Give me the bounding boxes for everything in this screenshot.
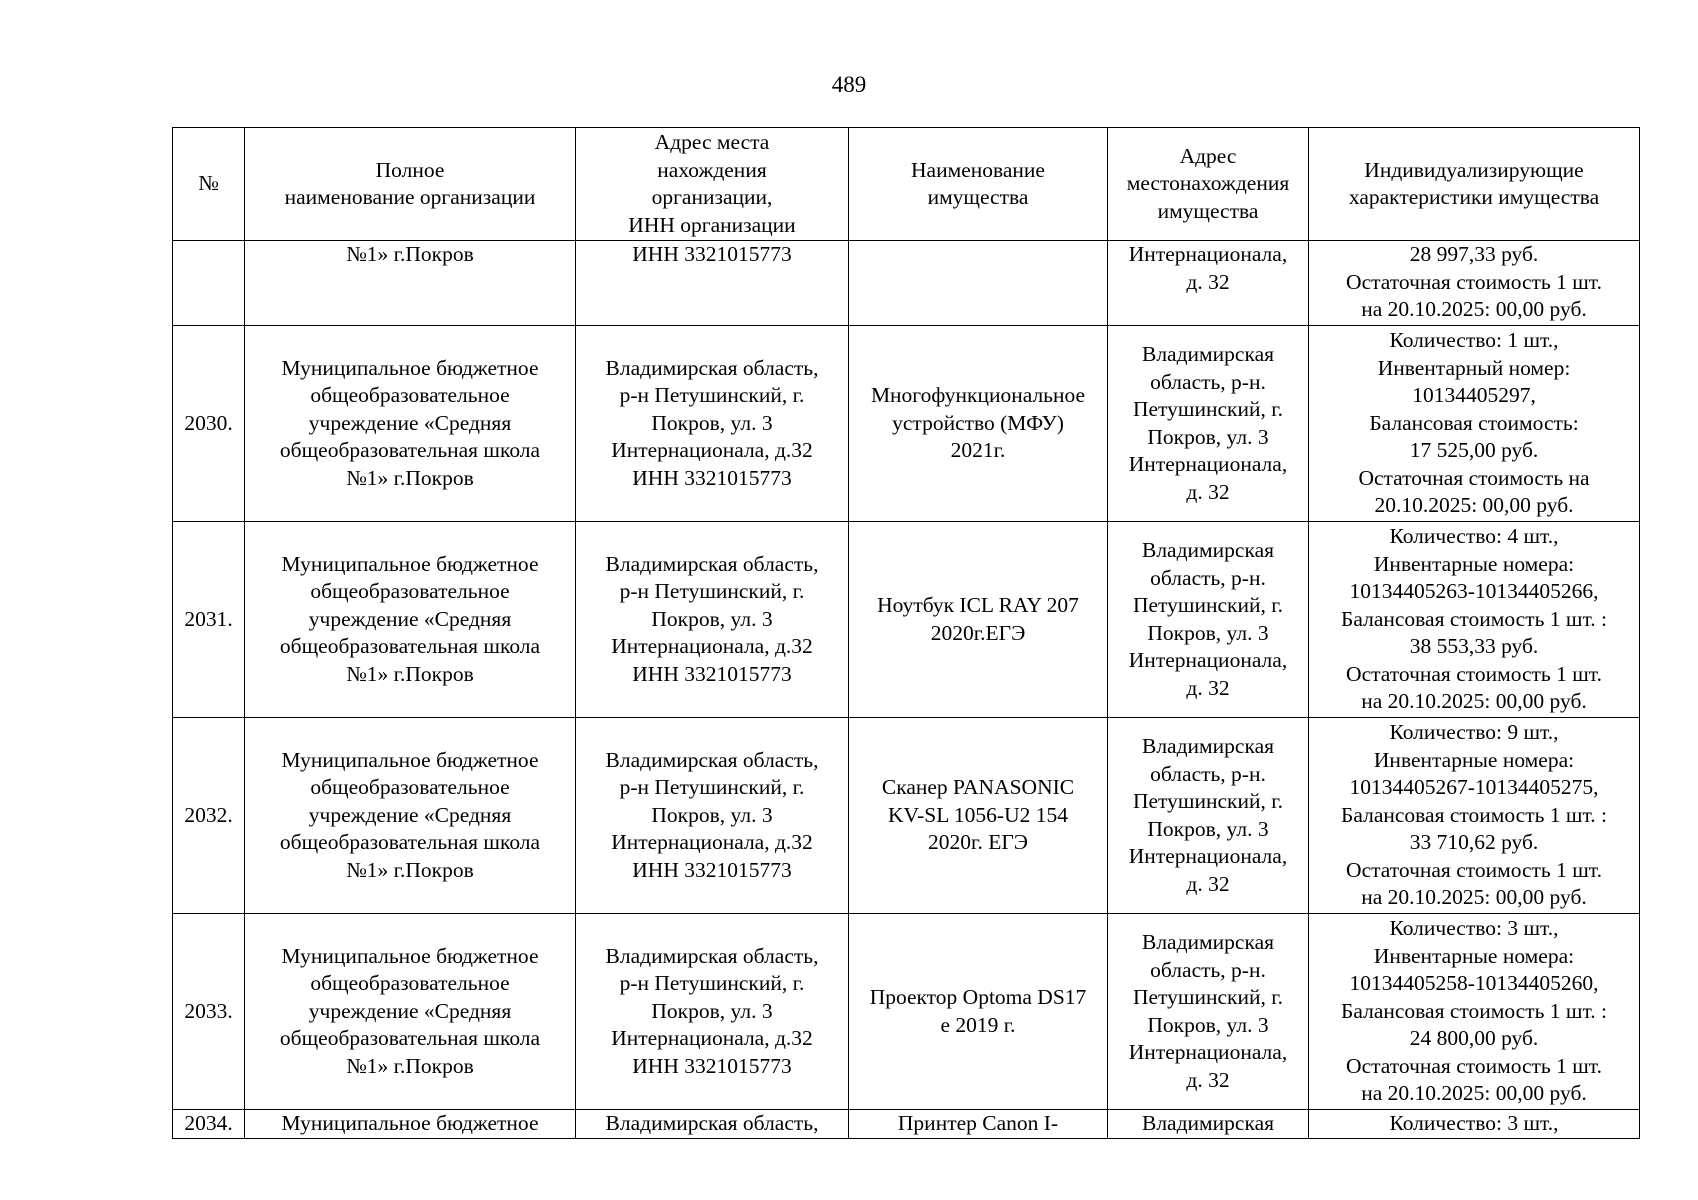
row-number: 2030. <box>173 326 245 522</box>
characteristics-cell: 28 997,33 руб. Остаточная стоимость 1 шт. на 20.10.2025: 00,00 руб. <box>1309 241 1640 326</box>
header-characteristics: Индивидуализирующие характеристики имущества <box>1309 128 1640 241</box>
characteristics-cell: Количество: 9 шт., Инвентарные номера: 10134405267-10134405275, Балансовая стоимость 1 шт. : 33 710,62 руб. Остаточная стоимость 1 шт. на 20.10.2025: 00,00 руб. <box>1309 718 1640 914</box>
org-name-cell: Муниципальное бюджетное <box>245 1110 576 1139</box>
org-address-cell: Владимирская область, <box>576 1110 849 1139</box>
characteristics-cell: Количество: 3 шт., Инвентарные номера: 10134405258-10134405260, Балансовая стоимость 1 шт. : 24 800,00 руб. Остаточная стоимость 1 шт. на 20.10.2025: 00,00 руб. <box>1309 914 1640 1110</box>
header-property-address: Адрес местонахождения имущества <box>1108 128 1309 241</box>
org-address-cell: Владимирская область, р-н Петушинский, г. Покров, ул. 3 Интернационала, д.32 ИНН 3321015773 <box>576 326 849 522</box>
characteristics-cell: Количество: 1 шт., Инвентарный номер: 10134405297, Балансовая стоимость: 17 525,00 руб. Остаточная стоимость на 20.10.2025: 00,00 руб. <box>1309 326 1640 522</box>
property-name-cell: Принтер Canon I- <box>849 1110 1108 1139</box>
table-row <box>173 241 1640 326</box>
property-address-cell: Владимирская область, р-н. Петушинский, г. Покров, ул. 3 Интернационала, д. 32 <box>1108 326 1309 522</box>
org-name-cell: №1» г.Покров <box>245 241 576 326</box>
row-number: 2031. <box>173 522 245 718</box>
property-name-cell <box>849 241 1108 326</box>
table-row <box>173 914 1640 1110</box>
characteristics-cell: Количество: 4 шт., Инвентарные номера: 10134405263-10134405266, Балансовая стоимость 1 шт. : 38 553,33 руб. Остаточная стоимость 1 шт. на 20.10.2025: 00,00 руб. <box>1309 522 1640 718</box>
header-number: № <box>173 128 245 241</box>
org-name-cell: Муниципальное бюджетное общеобразовательное учреждение «Средняя общеобразовательная школа №1» г.Покров <box>245 522 576 718</box>
org-name-cell: Муниципальное бюджетное общеобразовательное учреждение «Средняя общеобразовательная школа №1» г.Покров <box>245 718 576 914</box>
table-row <box>173 522 1640 718</box>
org-address-cell: Владимирская область, р-н Петушинский, г. Покров, ул. 3 Интернационала, д.32 ИНН 3321015773 <box>576 718 849 914</box>
org-address-cell: ИНН 3321015773 <box>576 241 849 326</box>
page-number: 489 <box>831 72 867 97</box>
table-row <box>173 1110 1640 1139</box>
row-number: 2033. <box>173 914 245 1110</box>
row-number: 2034. <box>173 1110 245 1139</box>
header-org-address: Адрес места нахождения организации, ИНН организации <box>576 128 849 241</box>
table-row <box>173 326 1640 522</box>
org-name-cell: Муниципальное бюджетное общеобразовательное учреждение «Средняя общеобразовательная школа №1» г.Покров <box>245 914 576 1110</box>
table-header-row <box>173 128 1640 241</box>
property-address-cell: Владимирская область, р-н. Петушинский, г. Покров, ул. 3 Интернационала, д. 32 <box>1108 522 1309 718</box>
property-address-cell: Интернационала, д. 32 <box>1108 241 1309 326</box>
property-name-cell: Сканер PANASONIC KV-SL 1056-U2 154 2020г. ЕГЭ <box>849 718 1108 914</box>
property-address-cell: Владимирская <box>1108 1110 1309 1139</box>
header-property-name: Наименование имущества <box>849 128 1108 241</box>
table-row <box>173 718 1640 914</box>
property-name-cell: Многофункциональное устройство (МФУ) 2021г. <box>849 326 1108 522</box>
property-address-cell: Владимирская область, р-н. Петушинский, г. Покров, ул. 3 Интернационала, д. 32 <box>1108 914 1309 1110</box>
row-number <box>173 241 245 326</box>
property-table <box>172 127 1640 1139</box>
property-address-cell: Владимирская область, р-н. Петушинский, г. Покров, ул. 3 Интернационала, д. 32 <box>1108 718 1309 914</box>
header-org-name: Полное наименование организации <box>245 128 576 241</box>
characteristics-cell: Количество: 3 шт., <box>1309 1110 1640 1139</box>
org-address-cell: Владимирская область, р-н Петушинский, г. Покров, ул. 3 Интернационала, д.32 ИНН 3321015773 <box>576 914 849 1110</box>
property-name-cell: Ноутбук ICL RAY 207 2020г.ЕГЭ <box>849 522 1108 718</box>
row-number: 2032. <box>173 718 245 914</box>
property-name-cell: Проектор Optoma DS17 е 2019 г. <box>849 914 1108 1110</box>
org-name-cell: Муниципальное бюджетное общеобразовательное учреждение «Средняя общеобразовательная школа №1» г.Покров <box>245 326 576 522</box>
org-address-cell: Владимирская область, р-н Петушинский, г. Покров, ул. 3 Интернационала, д.32 ИНН 3321015773 <box>576 522 849 718</box>
